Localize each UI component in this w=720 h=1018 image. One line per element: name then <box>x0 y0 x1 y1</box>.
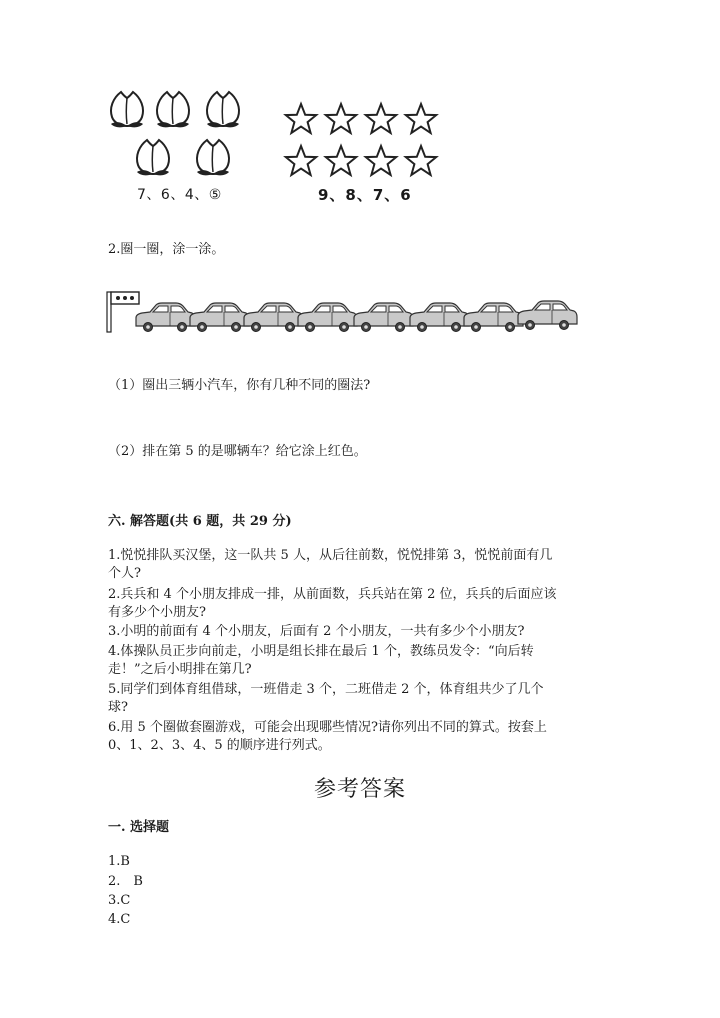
answer-item: 3.C <box>108 893 131 908</box>
q2-heading: 2.圈一圈，涂一涂。 <box>108 242 225 257</box>
car-icon <box>354 303 413 332</box>
section6-heading: 六. 解答题(共 6 题，共 29 分) <box>108 514 292 529</box>
problem-line: 球? <box>108 700 128 715</box>
problem-line: 0、1、2、3、4、5 的顺序进行列式。 <box>108 738 331 753</box>
car-icon <box>190 303 249 332</box>
q2-sub1: （1）圈出三辆小汽车，你有几种不同的圈法? <box>108 378 371 393</box>
problem-line: 走！”之后小明排在第几? <box>108 662 252 677</box>
problem-line: 2.兵兵和 4 个小朋友排成一排，从前面数，兵兵站在第 2 位，兵兵的后面应该 <box>108 587 557 602</box>
star-icon <box>406 104 436 133</box>
star-icon <box>366 146 396 175</box>
star-icon <box>286 104 316 133</box>
car-icon <box>518 301 577 330</box>
answers-title: 参考答案 <box>313 777 406 802</box>
problem-line: 6.用 5 个圈做套圈游戏，可能会出现哪些情况?请你列出不同的算式。按套上 <box>108 720 547 735</box>
car-icon <box>410 303 469 332</box>
traffic-light-icon <box>107 292 139 332</box>
star-icon <box>326 146 356 175</box>
star-icon <box>286 146 316 175</box>
problem-line: 3.小明的前面有 4 个小朋友，后面有 2 个小朋友，一共有多少个小朋友? <box>108 624 525 639</box>
car-icon <box>244 303 303 332</box>
peach-icon <box>111 92 143 127</box>
answers-section1-heading: 一. 选择题 <box>108 820 170 835</box>
answer-item: 1.B <box>108 854 130 869</box>
peach-icon <box>137 140 169 175</box>
answer-item: 2. B <box>108 874 143 889</box>
car-icon <box>298 303 357 332</box>
answer-item: 4.C <box>108 912 131 927</box>
star-label: 9、8、7、6 <box>318 186 412 204</box>
problem-line: 个人? <box>108 566 141 581</box>
peach-icon <box>197 140 229 175</box>
cars-figure <box>106 290 566 335</box>
peach-label: 7、6、4、⑤ <box>137 187 222 203</box>
q2-sub2: （2）排在第 5 的是哪辆车？给它涂上红色。 <box>108 444 367 459</box>
problem-line: 4.体操队员正步向前走，小明是组长排在最后 1 个，教练员发令：“向后转 <box>108 644 534 659</box>
peach-icon <box>207 92 239 127</box>
car-icon <box>464 303 523 332</box>
problem-line: 有多少个小朋友? <box>108 605 206 620</box>
problem-line: 5.同学们到体育组借球，一班借走 3 个，二班借走 2 个，体育组共少了几个 <box>108 682 544 697</box>
star-icon <box>406 146 436 175</box>
car-icon <box>136 303 195 332</box>
star-icon <box>326 104 356 133</box>
problem-line: 1.悦悦排队买汉堡，这一队共 5 人，从后往前数，悦悦排第 3，悦悦前面有几 <box>108 548 553 563</box>
peach-icon <box>157 92 189 127</box>
star-icon <box>366 104 396 133</box>
star-figure <box>282 100 442 180</box>
